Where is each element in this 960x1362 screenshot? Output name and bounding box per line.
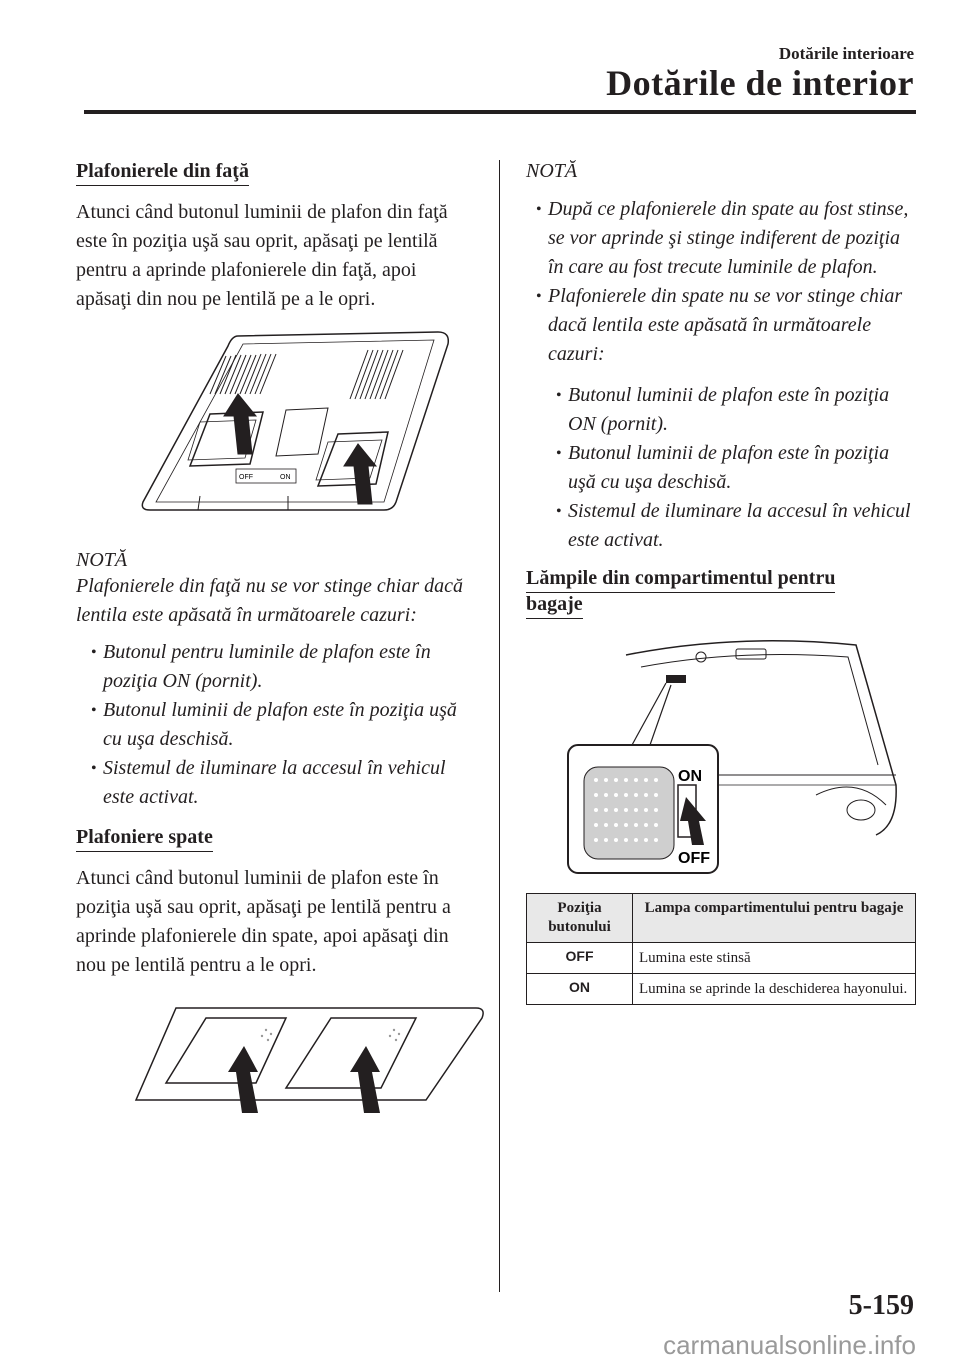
press-arrow-icon: [228, 1046, 258, 1113]
front-lights-heading: Plafonierele din faţă: [76, 160, 249, 186]
note-text: Plafonierele din faţă nu se vor stinge chiar dacă lentila este apăsată în următoarele cazuri:: [76, 575, 463, 626]
note-heading: NOTĂ: [526, 160, 578, 182]
table-row: [527, 974, 916, 1005]
bullet-icon: •: [91, 644, 97, 661]
table-cell-position: OFF: [527, 943, 633, 974]
right-column: [526, 160, 918, 1005]
table-cell-position: ON: [527, 974, 633, 1005]
page-number: 5-159: [848, 1290, 914, 1321]
list-item: • Butonul luminii de plafon este în poziţia ON (pornit).: [568, 381, 918, 439]
off-position-label: OFF: [678, 850, 710, 867]
bullet-icon: •: [91, 702, 97, 719]
press-arrow-icon: [350, 1046, 380, 1113]
bullet-icon: •: [556, 387, 562, 404]
note-heading: NOTĂ: [76, 549, 128, 571]
column-divider: [499, 160, 500, 1292]
press-arrow-icon: [224, 394, 256, 454]
table-header-row: [527, 894, 916, 943]
cargo-lamp-table: [526, 893, 916, 1005]
front-console-figure: [138, 324, 478, 529]
chapter-title: Dotările de interior: [606, 63, 914, 103]
bullet-icon: •: [91, 760, 97, 777]
switch-on-label: ON: [280, 474, 291, 481]
list-item: • Butonul luminii de plafon este în poziţia uşă cu uşa deschisă.: [568, 439, 918, 497]
table-row: [527, 943, 916, 974]
rear-lights-text: Atunci când butonul luminii de plafon este în poziţia uşă sau oprit, apăsaţi pe lentilă pentru a aprinde plafonierele din spate, apoi apăsaţi din nou pe lentilă pentru a le opri.: [76, 867, 451, 976]
table-header-lamp: Lampa compartimentului pentru bagaje: [633, 894, 916, 943]
list-item: • Sistemul de iluminare la accesul în vehicul este activat.: [568, 497, 918, 555]
list-item: • După ce plafonierele din spate au fost stinse, se vor aprinde şi stinge indiferent de poziţia în care au fost trecute luminile de plafon.: [548, 195, 918, 282]
on-position-label: ON: [678, 768, 702, 785]
header-rule: [84, 110, 916, 114]
section-subtitle: Dotările interioare: [778, 44, 914, 63]
table-cell-description: Lumina este stinsă: [633, 943, 916, 974]
cargo-lamp-heading: Lămpile din compartimentul pentru bagaje: [526, 567, 918, 619]
watermark-url[interactable]: carmanualsonline.info: [663, 1330, 916, 1360]
front-lights-text: Atunci când butonul luminii de plafon din faţă este în poziţia uşă sau oprit, apăsaţi pe lentilă pentru a aprinde plafonierele din faţă, apoi apăsaţi din nou pe lentilă pe a le opri.: [76, 201, 448, 310]
left-column: [76, 160, 476, 1128]
bullet-icon: •: [536, 288, 542, 305]
bullet-icon: •: [556, 445, 562, 462]
bullet-icon: •: [556, 503, 562, 520]
bullet-icon: •: [536, 201, 542, 218]
rear-lights-heading: Plafoniere spate: [76, 826, 213, 852]
list-item: • Sistemul de iluminare la accesul în vehicul este activat.: [103, 754, 476, 812]
rear-lights-figure: [126, 988, 496, 1128]
cargo-lamp-figure: [566, 635, 906, 875]
table-cell-description: Lumina se aprinde la deschiderea hayonului.: [633, 974, 916, 1005]
list-item: • Butonul pentru luminile de plafon este în poziţia ON (pornit).: [103, 638, 476, 696]
list-item: • Plafonierele din spate nu se vor stinge chiar dacă lentila este apăsată în următoarele cazuri:: [548, 282, 918, 369]
list-item: • Butonul luminii de plafon este în poziţia uşă cu uşa deschisă.: [103, 696, 476, 754]
switch-off-label: OFF: [239, 474, 253, 481]
table-header-position: Poziţia butonului: [527, 894, 633, 943]
